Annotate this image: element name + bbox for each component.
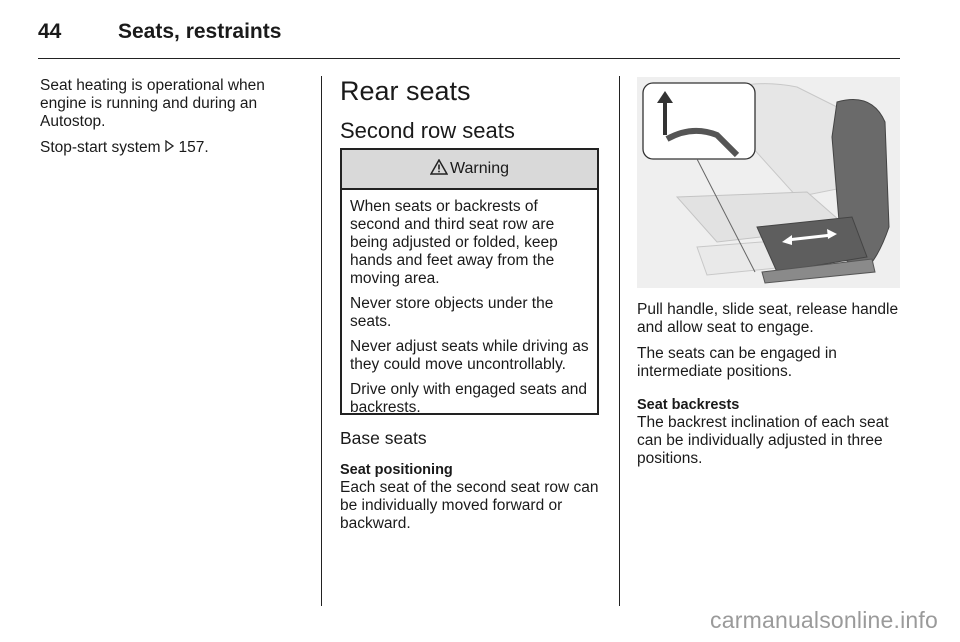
page-reference-arrow-icon bbox=[165, 140, 179, 155]
seat-illustration bbox=[637, 77, 900, 288]
warning-triangle-icon bbox=[430, 159, 450, 180]
warning-paragraph: When seats or backrests of second and third seat row are being adjusted or folded, keep hands and feet away from the moving area. bbox=[350, 198, 558, 287]
column-3 bbox=[637, 301, 902, 476]
warning-header bbox=[342, 150, 597, 190]
seat-illustration-drawing bbox=[637, 77, 900, 288]
base-seats-heading: Base seats bbox=[340, 428, 427, 448]
column-1 bbox=[40, 77, 305, 165]
watermark: carmanualsonline.info bbox=[710, 607, 938, 633]
seat-backrests-text: The backrest inclination of each seat can be individually adjusted in three positions. bbox=[637, 414, 889, 467]
warning-paragraph: Never adjust seats while driving as they could move uncontrollably. bbox=[350, 338, 589, 373]
section-title: Seats, restraints bbox=[118, 20, 282, 43]
seat-positioning-block bbox=[340, 461, 608, 533]
warning-paragraph: Drive only with engaged seats and backrests. bbox=[350, 381, 587, 416]
seat-backrests-block bbox=[637, 396, 902, 468]
warning-box bbox=[340, 148, 599, 415]
rear-seats-heading: Rear seats bbox=[340, 76, 471, 106]
pull-handle-paragraph: Pull handle, slide seat, release handle and allow seat to engage. bbox=[637, 301, 899, 336]
stop-start-reference bbox=[40, 139, 305, 157]
column-divider-2 bbox=[619, 76, 620, 606]
second-row-heading: Second row seats bbox=[340, 118, 515, 143]
warning-title: Warning bbox=[450, 160, 509, 177]
stop-start-page: 157. bbox=[178, 139, 209, 156]
header-rule bbox=[38, 58, 900, 59]
page-number: 44 bbox=[38, 20, 62, 43]
intermediate-positions-paragraph: The seats can be engaged in intermediate positions. bbox=[637, 345, 837, 380]
warning-paragraph: Never store objects under the seats. bbox=[350, 295, 554, 330]
seat-backrests-title: Seat backrests bbox=[637, 397, 740, 413]
warning-body bbox=[342, 190, 597, 417]
seat-heating-paragraph: Seat heating is operational when engine is running and during an Autostop. bbox=[40, 77, 265, 130]
stop-start-text: Stop-start system bbox=[40, 139, 161, 156]
seat-positioning-text: Each seat of the second seat row can be individually moved forward or backward. bbox=[340, 479, 599, 532]
seat-positioning-title: Seat positioning bbox=[340, 462, 453, 478]
column-divider-1 bbox=[321, 76, 322, 606]
